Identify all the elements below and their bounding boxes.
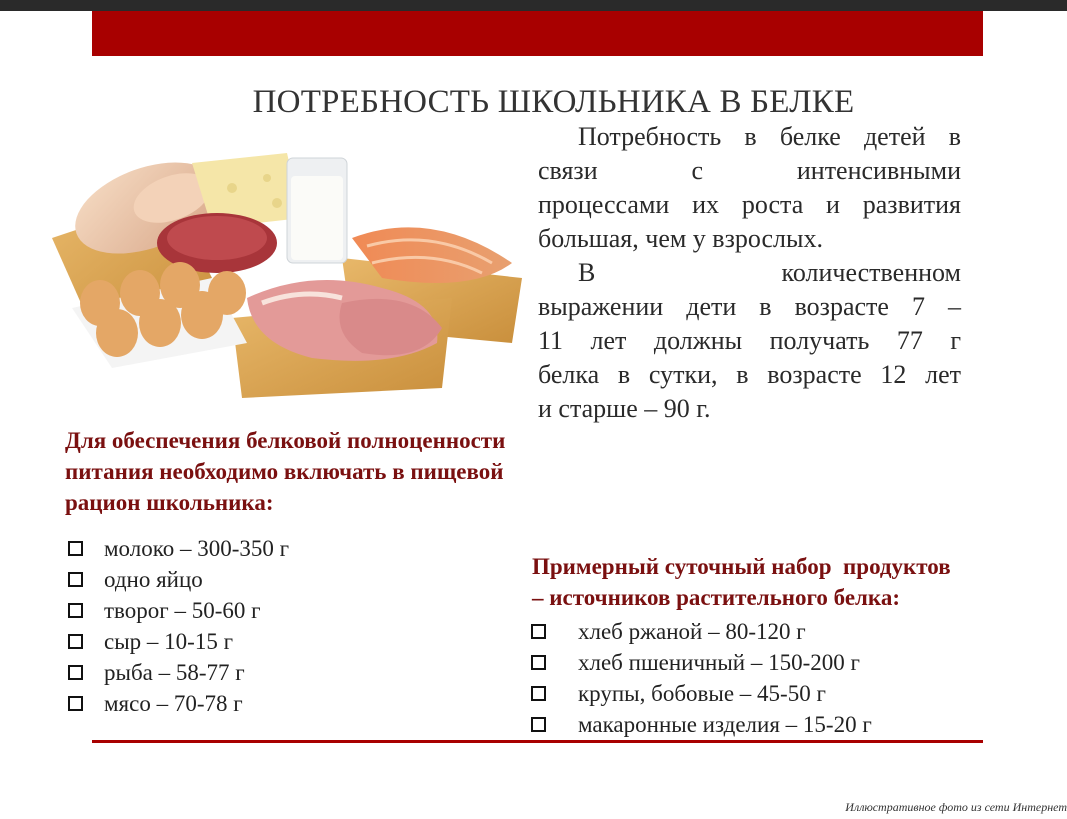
checkbox-icon xyxy=(68,572,83,587)
intro-line: В количественном xyxy=(578,258,961,287)
page-title: ПОТРЕБНОСТЬ ШКОЛЬНИКА В БЕЛКЕ xyxy=(252,84,855,120)
heading-line: Для обеспечения белковой полноценности xyxy=(65,428,506,453)
intro-line: Потребность в белке детей в xyxy=(578,122,961,151)
list-item-label: одно яйцо xyxy=(104,566,203,592)
list-item xyxy=(68,657,289,688)
intro-line: белка в сутки, в возрасте 12 лет xyxy=(538,360,961,389)
photo-credit: Иллюстративное фото из сети Интернет xyxy=(845,800,1067,814)
intro-line: выражении дети в возрасте 7 – xyxy=(538,292,961,321)
protein-foods-photo xyxy=(52,128,524,418)
list-item xyxy=(68,595,289,626)
heading-line: – источников растительного белка: xyxy=(532,585,900,610)
checkbox-icon xyxy=(531,686,546,701)
intro-line: процессами их роста и развития xyxy=(538,190,961,219)
checkbox-icon xyxy=(68,665,83,680)
list-item-label: хлеб пшеничный – 150-200 г xyxy=(578,649,860,675)
list-item-label: мясо – 70-78 г xyxy=(104,690,243,716)
list-item xyxy=(531,616,872,647)
header-red-band xyxy=(92,11,983,56)
heading-line: рацион школьника: xyxy=(65,490,274,515)
list-item-label: макаронные изделия – 15-20 г xyxy=(578,711,872,737)
heading-line: питания необходимо включать в пищевой xyxy=(65,459,504,484)
intro-paragraph xyxy=(538,120,961,426)
list-item xyxy=(531,647,872,678)
checkbox-icon xyxy=(531,624,546,639)
checkbox-icon xyxy=(531,717,546,732)
plant-products-list xyxy=(531,616,872,740)
animal-products-list xyxy=(68,533,289,719)
checkbox-icon xyxy=(68,603,83,618)
list-item-label: творог – 50-60 г xyxy=(104,597,261,623)
intro-line: большая, чем у взрослых. xyxy=(538,224,823,253)
list-item-label: сыр – 10-15 г xyxy=(104,628,234,654)
top-dark-bar xyxy=(0,0,1067,11)
list-item xyxy=(531,709,872,740)
plant-protein-heading xyxy=(532,551,951,613)
list-item-label: рыба – 58-77 г xyxy=(104,659,245,685)
checkbox-icon xyxy=(68,634,83,649)
list-item-label: молоко – 300-350 г xyxy=(104,535,290,561)
checkbox-icon xyxy=(531,655,546,670)
intro-line: 11 лет должны получать 77 г xyxy=(538,326,961,355)
intro-line: и старше – 90 г. xyxy=(538,394,711,423)
list-item xyxy=(531,678,872,709)
animal-protein-heading xyxy=(65,425,505,518)
intro-line: связи с интенсивными xyxy=(538,156,961,185)
list-item xyxy=(68,533,289,564)
checkbox-icon xyxy=(68,541,83,556)
checkbox-icon xyxy=(68,696,83,711)
list-item-label: крупы, бобовые – 45-50 г xyxy=(578,680,826,706)
list-item xyxy=(68,688,289,719)
list-item xyxy=(68,626,289,657)
list-item-label: хлеб ржаной – 80-120 г xyxy=(578,618,806,644)
list-item xyxy=(68,564,289,595)
footer-red-line xyxy=(92,740,983,743)
heading-line: Примерный суточный набор продуктов xyxy=(532,554,951,579)
